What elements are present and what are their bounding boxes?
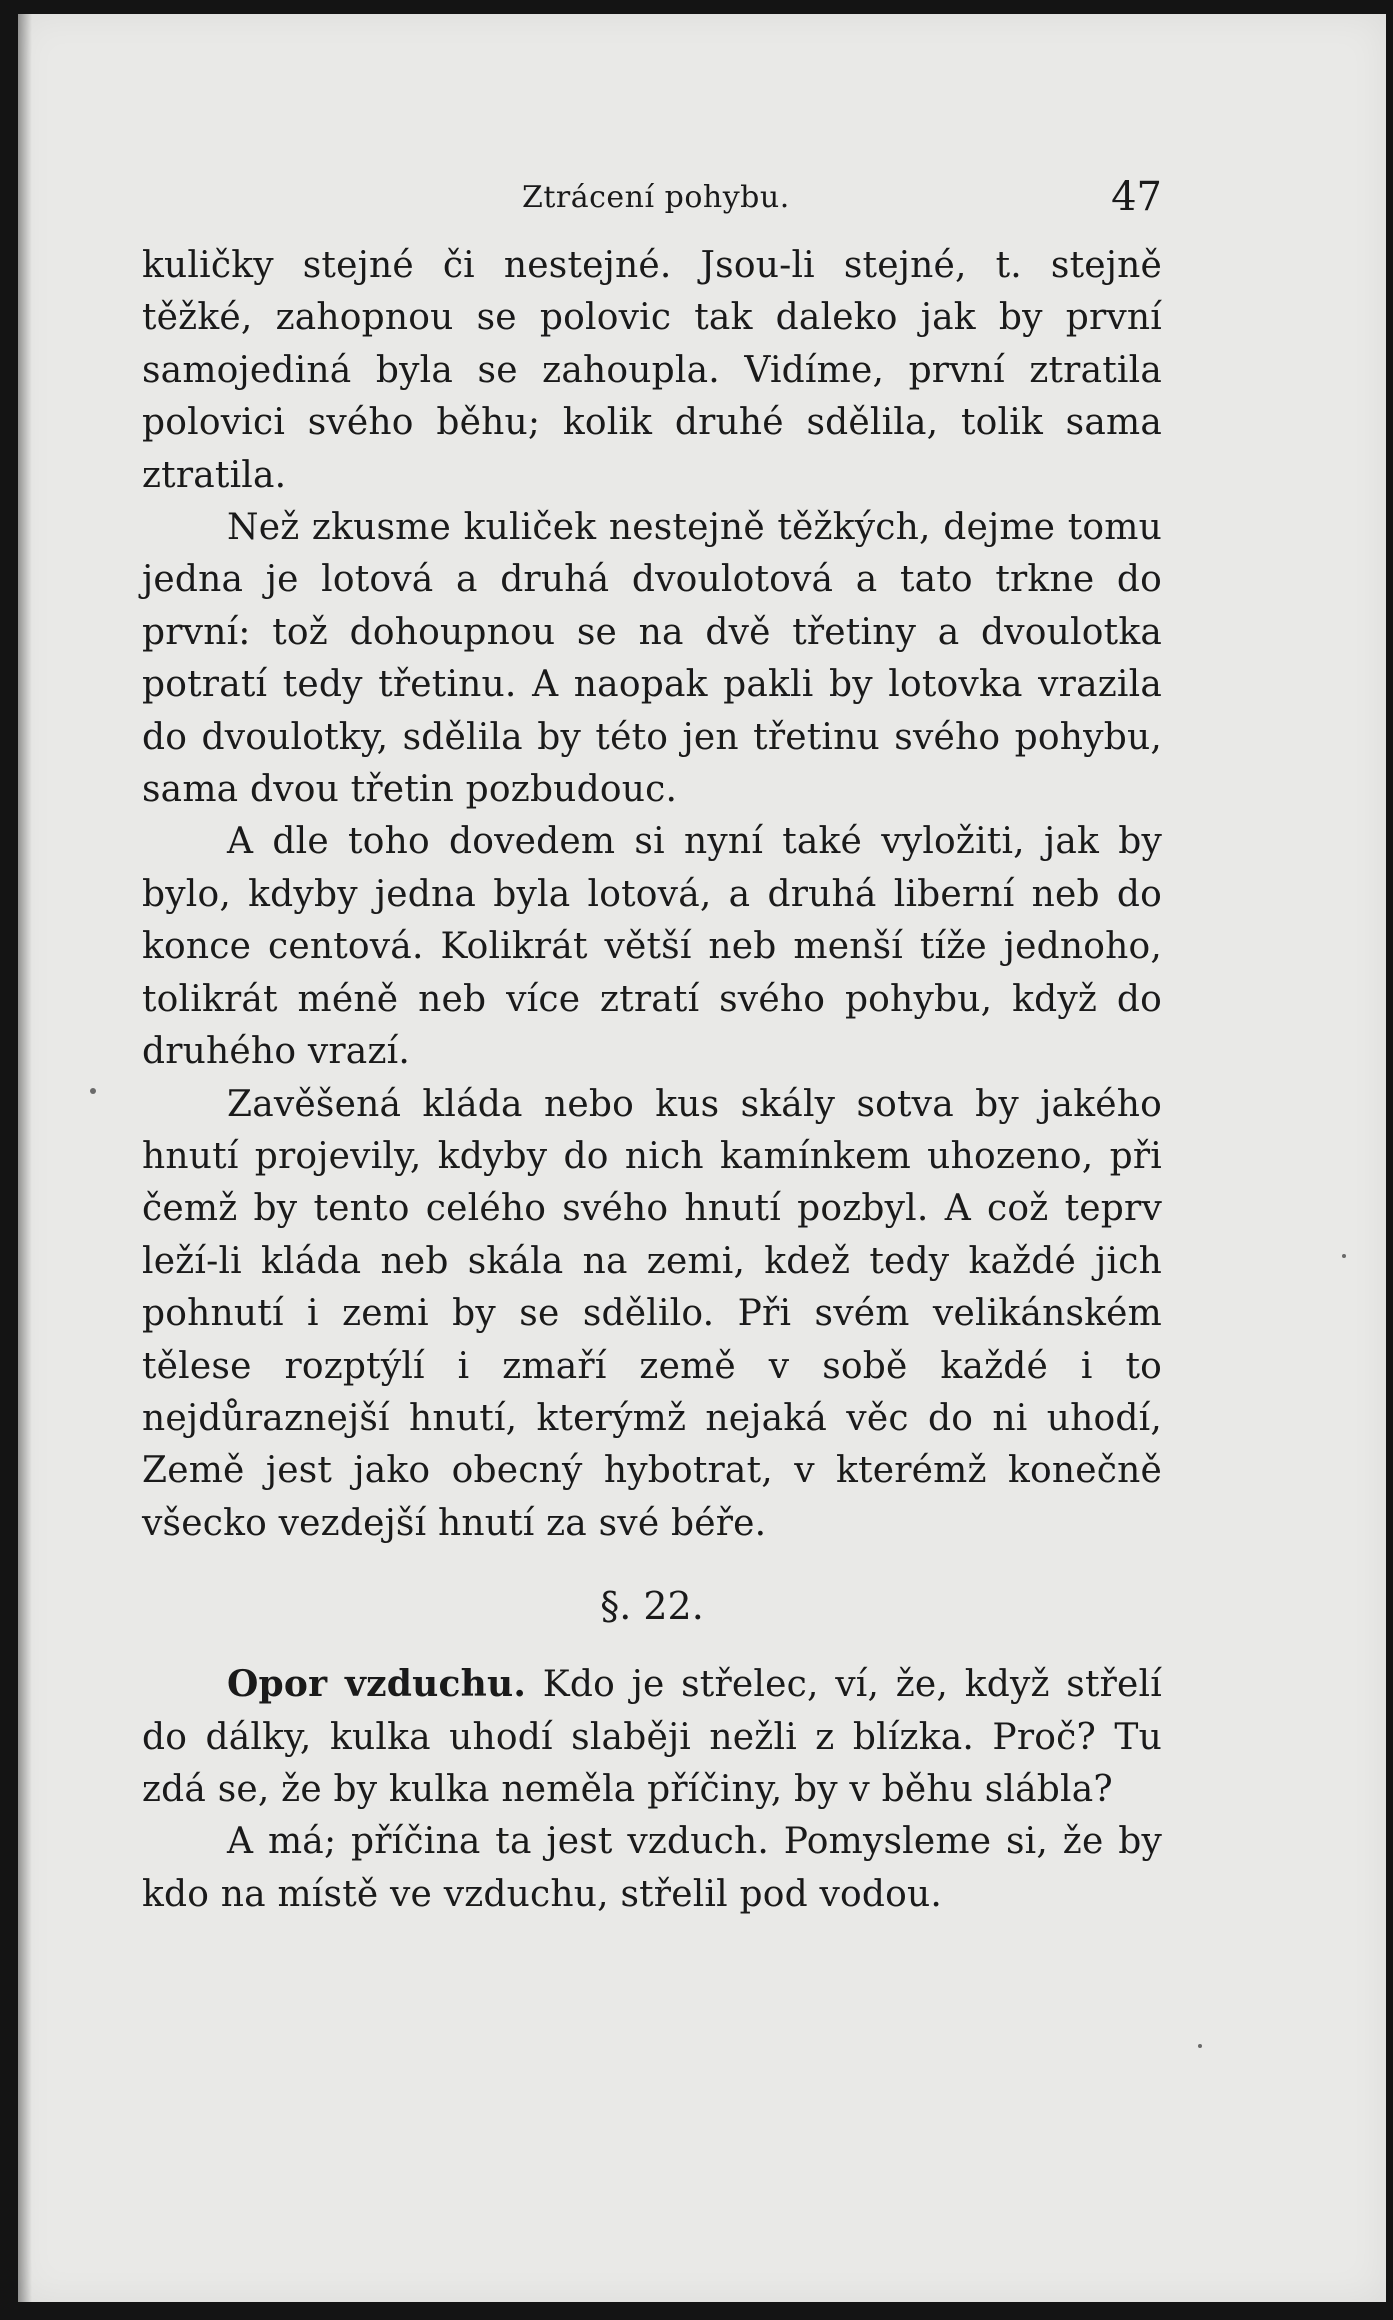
print-speck <box>1342 1254 1346 1258</box>
page-number: 47 <box>1111 174 1162 220</box>
print-speck <box>90 1088 96 1094</box>
paragraph-continued: kuličky stejné či nestejné. Jsou-li stejné, t. stejně těžké, zahopnou se polovic tak daleko jak by první samojediná byla se zahoupla. Vidíme, první ztratila polovici svého běhu; kolik druhé sdělila, tolik sama ztratila. <box>142 245 1162 496</box>
page-text <box>142 160 1162 1921</box>
section-paragraph <box>142 1658 1162 1816</box>
paragraph: A má; příčina ta jest vzduch. Pomysleme si, že by kdo na místě ve vzduchu, střelil pod vodou. <box>142 1821 1162 1915</box>
paragraph: Zavěšená kláda nebo kus skály sotva by jakého hnutí projevily, kdyby do nich kamínkem uhozeno, při čemž by tento celého svého hnutí pozbyl. A což teprv leží-li kláda neb skála na zemi, kdež tedy každé jich pohnutí i zemi by se sdělilo. Při svém velikánském tělese rozptýlí i zmaří země v sobě každé i to nejdůraznejší hnutí, kterýmž nejaká věc do ni uhodí, Země jest jako obecný hybotrat, v kterémž konečně všecko vezdejší hnutí za své béře. <box>142 1083 1162 1544</box>
paragraph: A dle toho dovedem si nyní také vyložiti, jak by bylo, kdyby jedna byla lotová, a druhá liberní neb do konce centová. Kolikrát větší neb menší tíže jednoho, tolikrát méně neb více ztratí svého pohybu, když do druhého vrazí. <box>142 821 1162 1073</box>
page-header <box>142 160 1162 240</box>
spine-shadow <box>18 14 32 2302</box>
section-paragraph-text: Kdo je střelec, ví, že, když střelí do dálky, kulka uhodí slaběji nežli z blízka. Proč? Tu zdá se, že by kulka neměla příčiny, by v běhu slábla? <box>142 1664 1162 1810</box>
print-speck <box>1198 2044 1202 2048</box>
running-title: Ztrácení pohybu. <box>522 180 790 215</box>
run-in-title: Opor vzduchu. <box>227 1663 527 1706</box>
section-heading: §. 22. <box>600 1584 704 1629</box>
paragraph: Než zkusme kuliček nestejně těžkých, dejme tomu jedna je lotová a druhá dvoulotová a tato trkne do první: tož dohoupnou se na dvě třetiny a dvoulotka potratí tedy třetinu. A naopak pakli by lotovka vrazila do dvoulotky, sdělila by této jen třetinu svého pohybu, sama dvou třetin pozbudouc. <box>142 507 1162 811</box>
